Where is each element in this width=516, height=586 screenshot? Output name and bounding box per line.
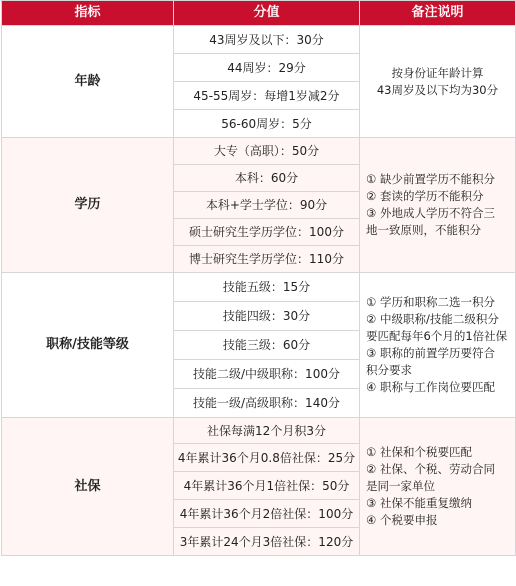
social-insurance-notes — [360, 418, 516, 556]
group-label-age: 年龄 — [2, 26, 174, 138]
note-line: ③ 社保不能重复缴纳 — [366, 496, 472, 510]
score-cell: 4年累计36个月2倍社保：100分 — [174, 500, 360, 528]
note-line: ② 社保、个税、劳动合同 — [366, 462, 495, 476]
score-cell: 技能五级：15分 — [174, 273, 360, 302]
note-line: 43周岁及以下均为30分 — [376, 82, 499, 97]
score-cell: 本科+学士学位：90分 — [174, 192, 360, 219]
table-row — [2, 26, 516, 54]
score-cell: 44周岁：29分 — [174, 54, 360, 82]
points-table — [1, 0, 516, 556]
table-row — [2, 138, 516, 165]
score-cell: 43周岁及以下：30分 — [174, 26, 360, 54]
note-line: 按身份证年龄计算 — [391, 65, 484, 80]
note-line: 积分要求 — [366, 363, 412, 377]
score-cell: 大专（高职）：50分 — [174, 138, 360, 165]
note-line: ③ 外地成人学历不符合三 — [366, 206, 495, 220]
score-cell: 3年累计24个月3倍社保：120分 — [174, 528, 360, 556]
score-cell: 技能三级：60分 — [174, 331, 360, 360]
score-cell: 技能一级/高级职称：140分 — [174, 389, 360, 418]
score-cell: 硕士研究生学历学位：100分 — [174, 219, 360, 246]
score-cell: 技能二级/中级职称：100分 — [174, 360, 360, 389]
title-skill-notes — [360, 273, 516, 418]
note-line: 是同一家单位 — [366, 479, 435, 493]
header-notes: 备注说明 — [360, 1, 516, 26]
score-cell: 4年累计36个月0.8倍社保：25分 — [174, 444, 360, 472]
note-line: ② 套读的学历不能积分 — [366, 189, 484, 203]
table-row — [2, 418, 516, 444]
group-label-social-insurance: 社保 — [2, 418, 174, 556]
header-row — [2, 1, 516, 26]
note-line: ② 中级职称/技能二级积分 — [366, 312, 499, 326]
score-cell: 4年累计36个月1倍社保：50分 — [174, 472, 360, 500]
note-line: ④ 个税要申报 — [366, 513, 438, 527]
note-line: 要匹配每年6个月的1倍社保 — [366, 329, 508, 343]
age-notes — [360, 26, 516, 138]
score-cell: 技能四级：30分 — [174, 302, 360, 331]
note-line: ① 社保和个税要匹配 — [366, 445, 472, 459]
note-line: 地一致原则，不能积分 — [366, 223, 481, 237]
group-label-education: 学历 — [2, 138, 174, 273]
header-score: 分值 — [174, 1, 360, 26]
note-line: ④ 职称与工作岗位要匹配 — [366, 380, 495, 394]
score-cell: 本科：60分 — [174, 165, 360, 192]
education-notes — [360, 138, 516, 273]
note-line: ① 缺少前置学历不能积分 — [366, 172, 495, 186]
score-cell: 博士研究生学历学位：110分 — [174, 246, 360, 273]
score-cell: 45-55周岁：每增1岁减2分 — [174, 82, 360, 110]
note-line: ③ 职称的前置学历要符合 — [366, 346, 495, 360]
header-indicator: 指标 — [2, 1, 174, 26]
score-cell: 56-60周岁：5分 — [174, 110, 360, 138]
score-cell: 社保每满12个月积3分 — [174, 418, 360, 444]
table-row — [2, 273, 516, 302]
note-line: ① 学历和职称二选一积分 — [366, 295, 495, 309]
group-label-title-skill: 职称/技能等级 — [2, 273, 174, 418]
